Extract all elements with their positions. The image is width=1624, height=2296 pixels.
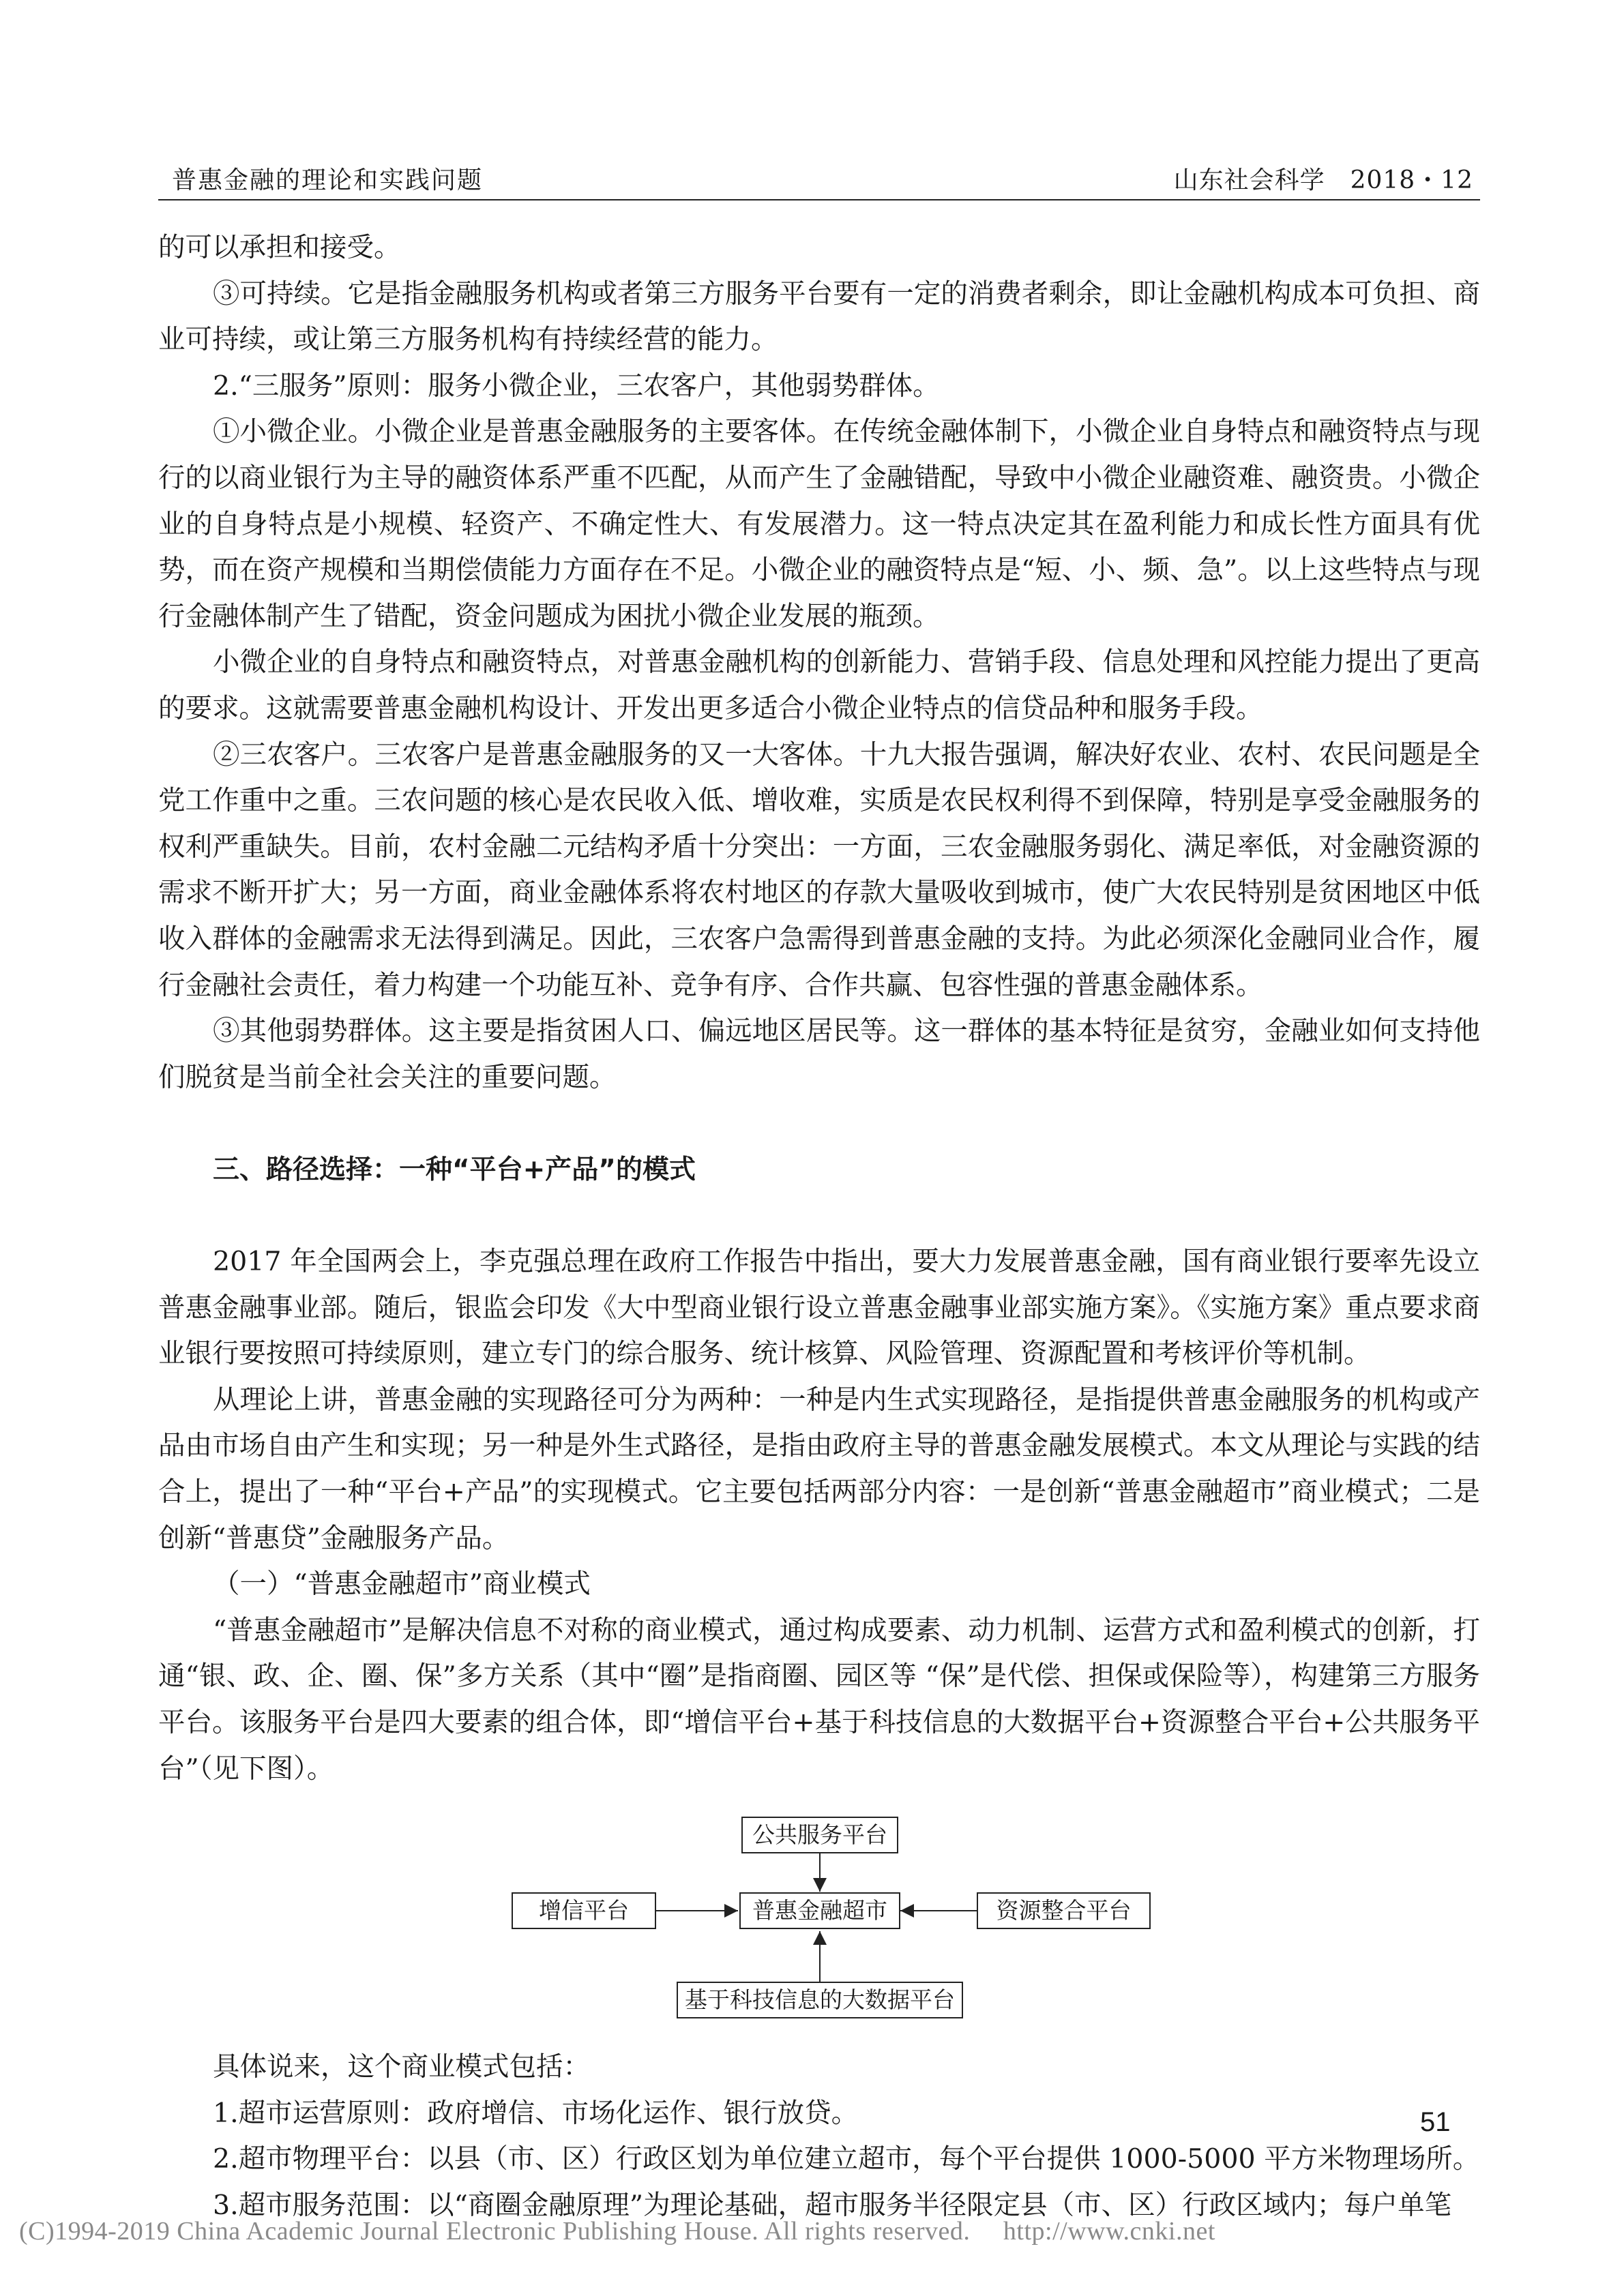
paragraph: 1.超市运营原则：政府增信、市场化运作、银行放贷。 <box>213 2097 859 2129</box>
paragraph: 2017 年全国两会上，李克强总理在政府工作报告中指出，要大力发展普惠金融，国有商业银行要率先设立普惠金融事业部。随后，银监会印发《大中型商业银行设立普惠金融事业部实施方案》。《实施方案》重点要求商业银行要按照可持续原则，建立专门的综合服务、统计核算、风险管理、资源配置和考核评价等机制。 <box>158 1246 1480 1370</box>
subsection-heading: （一）“普惠金融超市”商业模式 <box>213 1568 591 1600</box>
section-heading: 三、路径选择：一种“平台+产品”的模式 <box>213 1154 696 1185</box>
paragraph: 2.超市物理平台：以县（市、区）行政区划为单位建立超市，每个平台提供 1000-5000 平方米物理场所。 <box>213 2143 1480 2175</box>
paragraph: ②三农客户。三农客户是普惠金融服务的又一大客体。十九大报告强调，解决好农业、农村、农民问题是全党工作重中之重。三农问题的核心是农民收入低、增收难，实质是农民权利得不到保障，特别是享受金融服务的权利严重缺失。目前，农村金融二元结构矛盾十分突出：一方面，三农金融服务弱化、满足率低，对金融资源的需求不断开扩大；另一方面，商业金融体系将农村地区的存款大量吸收到城市，使广大农民特别是贫困地区中低收入群体的金融需求无法得到满足。因此，三农客户急需得到普惠金融的支持。为此必须深化金融同业合作，履行金融社会责任，着力构建一个功能互补、竞争有序、合作共赢、包容性强的普惠金融体系。 <box>158 739 1480 1001</box>
paragraph: 的可以承担和接受。 <box>158 232 401 263</box>
paragraph: 从理论上讲，普惠金融的实现路径可分为两种：一种是内生式实现路径，是指提供普惠金融服务的机构或产品由市场自由产生和实现；另一种是外生式路径，是指由政府主导的普惠金融发展模式。本文从理论与实践的结合上，提出了一种“平台+产品”的实现模式。它主要包括两部分内容：一是创新“普惠金融超市”商业模式；二是创新“普惠贷”金融服务产品。 <box>158 1384 1480 1554</box>
diagram-box-public-service: 公共服务平台 <box>741 1817 898 1853</box>
diagram-box-credit-enhancement: 增信平台 <box>512 1892 656 1929</box>
paragraph: 2.“三服务”原则：服务小微企业，三农客户，其他弱势群体。 <box>213 370 940 402</box>
platform-diagram <box>158 1806 1480 2031</box>
running-header <box>158 158 1480 200</box>
paragraph: 3.超市服务范围：以“商圈金融原理”为理论基础，超市服务半径限定县（市、区）行政区域内；每户单笔 <box>213 2189 1452 2221</box>
page-number: 51 <box>1420 2107 1451 2137</box>
paragraph: ③可持续。它是指金融服务机构或者第三方服务平台要有一定的消费者剩余，即让金融机构成本可负担、商业可持续，或让第三方服务机构有持续经营的能力。 <box>158 278 1480 356</box>
paragraph: ③其他弱势群体。这主要是指贫困人口、偏远地区居民等。这一群体的基本特征是贫穷，金融业如何支持他们脱贫是当前全社会关注的重要问题。 <box>158 1015 1480 1093</box>
copyright-watermark: (C)1994-2019 China Academic Journal Electronic Publishing House. All rights reserved. http://www.cnki.net <box>19 2217 1215 2246</box>
header-article-title: 普惠金融的理论和实践问题 <box>172 166 484 194</box>
article-body <box>158 225 1480 2229</box>
paragraph: 小微企业的自身特点和融资特点，对普惠金融机构的创新能力、营销手段、信息处理和风控能力提出了更高的要求。这就需要普惠金融机构设计、开发出更多适合小微企业特点的信贷品种和服务手段。 <box>158 646 1480 724</box>
header-journal-issue: 山东社会科学 2018・12 <box>1173 166 1473 194</box>
paragraph: 具体说来，这个商业模式包括： <box>213 2051 590 2083</box>
diagram-box-big-data-platform: 基于科技信息的大数据平台 <box>677 1982 963 2018</box>
diagram-box-resource-integration: 资源整合平台 <box>977 1892 1151 1929</box>
paragraph: “普惠金融超市”是解决信息不对称的商业模式，通过构成要素、动力机制、运营方式和盈利模式的创新，打通“银、政、企、圈、保”多方关系（其中“圈”是指商圈、园区等 “保”是代偿、担保或保险等），构建第三方服务平台。该服务平台是四大要素的组合体，即“增信平台+基于科技信息的大数据平台+资源整合平台+公共服务平台”（见下图）。 <box>158 1614 1480 1785</box>
diagram-box-inclusive-finance-supermarket: 普惠金融超市 <box>739 1892 900 1929</box>
paragraph: ①小微企业。小微企业是普惠金融服务的主要客体。在传统金融体制下，小微企业自身特点和融资特点与现行的以商业银行为主导的融资体系严重不匹配，从而产生了金融错配，导致中小微企业融资难、融资贵。小微企业的自身特点是小规模、轻资产、不确定性大、有发展潜力。这一特点决定其在盈利能力和成长性方面具有优势，而在资产规模和当期偿债能力方面存在不足。小微企业的融资特点是“短、小、频、急”。以上这些特点与现行金融体制产生了错配，资金问题成为困扰小微企业发展的瓶颈。 <box>158 416 1480 632</box>
